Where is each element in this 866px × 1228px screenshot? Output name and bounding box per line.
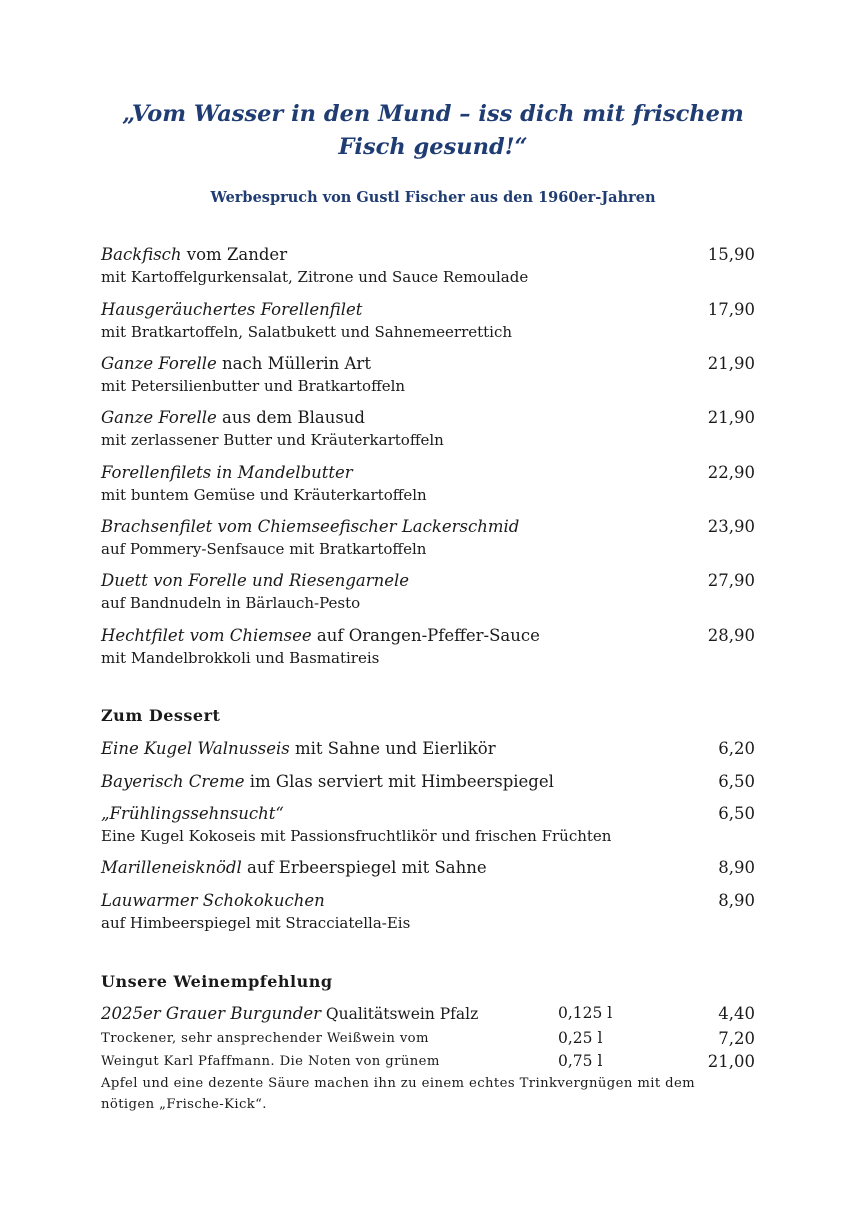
dish-price: 23,90: [707, 517, 755, 536]
dish-description: mit Petersilienbutter und Bratkartoffeln: [101, 377, 406, 395]
dessert-name: „Frühlingssehnsucht“: [101, 804, 284, 823]
dish-price: 15,90: [707, 245, 755, 264]
fish-item: [101, 461, 755, 507]
dessert-item: [101, 770, 755, 793]
dessert-name: Lauwarmer Schokokuchen: [101, 891, 325, 910]
dish-description: auf Pommery-Senfsauce mit Bratkartoffeln: [101, 540, 427, 558]
dessert-heading: Zum Dessert: [101, 706, 221, 725]
wine-description-tail: [101, 1073, 761, 1115]
wine-description-line: Apfel und eine dezente Säure machen ihn zu einem echtes Trinkvergnügen mit dem: [101, 1076, 696, 1091]
dessert-price: 6,50: [718, 804, 755, 823]
wine-description-line: nötigen „Frische-Kick“.: [101, 1097, 267, 1112]
dish-name: Backfisch: [101, 245, 182, 264]
dish-price: 22,90: [707, 463, 755, 482]
fish-item: [101, 515, 755, 561]
dessert-price: 6,20: [718, 739, 755, 758]
quote-title: [0, 98, 866, 164]
menu-header: [0, 98, 866, 208]
dish-name: Duett von Forelle und Riesengarnele: [101, 571, 410, 590]
dish-description: auf Bandnudeln in Bärlauch-Pesto: [101, 594, 361, 612]
quote-line-2: Fisch gesund!“: [338, 134, 528, 160]
wine-qty: 0,75 l: [558, 1052, 603, 1070]
dessert-item: [101, 856, 755, 879]
quote-line-1: „Vom Wasser in den Mund – iss dich mit frischem: [122, 101, 744, 127]
wine-qty: 0,25 l: [558, 1029, 603, 1047]
dish-name-rest: aus dem Blausud: [216, 408, 365, 427]
quote-attribution: Werbespruch von Gustl Fischer aus den 1960er-Jahren: [210, 189, 656, 206]
dish-description: mit buntem Gemüse und Kräuterkartoffeln: [101, 486, 427, 504]
dish-description: mit Kartoffelgurkensalat, Zitrone und Sauce Remoulade: [101, 268, 529, 286]
dish-name: Ganze Forelle: [101, 408, 217, 427]
wine-description-line: Weingut Karl Pfaffmann. Die Noten von grünem: [101, 1054, 440, 1069]
wine-row: [101, 1050, 755, 1073]
dish-description: mit Mandelbrokkoli und Basmatireis: [101, 649, 380, 667]
fish-item: [101, 406, 755, 452]
dish-price: 28,90: [707, 626, 755, 645]
wine-price: 21,00: [707, 1052, 755, 1071]
dessert-price: 8,90: [718, 858, 755, 877]
dish-description: mit zerlassener Butter und Kräuterkartoffeln: [101, 431, 444, 449]
dessert-description: auf Himbeerspiegel mit Stracciatella-Eis: [101, 914, 411, 932]
wine-qty: 0,125 l: [558, 1004, 613, 1022]
dish-price: 27,90: [707, 571, 755, 590]
dish-price: 17,90: [707, 300, 755, 319]
wine-price: 4,40: [718, 1004, 755, 1023]
dish-price: 21,90: [707, 354, 755, 373]
wine-description-line: Trockener, sehr ansprechender Weißwein vom: [101, 1031, 429, 1046]
wine-row: [101, 1027, 755, 1050]
dish-name: Hechtfilet vom Chiemsee: [101, 626, 312, 645]
fish-item: [101, 624, 755, 670]
dessert-item: [101, 889, 755, 935]
fish-item: [101, 243, 755, 289]
fish-item: [101, 569, 755, 615]
fish-item: [101, 298, 755, 344]
wine-name: 2025er Grauer Burgunder: [101, 1004, 321, 1023]
dessert-price: 8,90: [718, 891, 755, 910]
dish-price: 21,90: [707, 408, 755, 427]
dish-name: Ganze Forelle: [101, 354, 217, 373]
dessert-name: Eine Kugel Walnusseis: [101, 739, 290, 758]
dish-name-rest: auf Orangen-Pfeffer-Sauce: [311, 626, 540, 645]
dish-name: Hausgeräuchertes Forellenfilet: [101, 300, 363, 319]
dish-name: Forellenfilets in Mandelbutter: [101, 463, 353, 482]
dessert-item: [101, 802, 755, 848]
wine-row: [101, 1002, 755, 1025]
dessert-item: [101, 737, 755, 760]
fish-item: [101, 352, 755, 398]
dessert-name-rest: im Glas serviert mit Himbeerspiegel: [244, 772, 554, 791]
dish-name: Brachsenfilet vom Chiemseefischer Lackerschmid: [101, 517, 520, 536]
dish-name-rest: nach Müllerin Art: [216, 354, 371, 373]
wine-heading: Unsere Weinempfehlung: [101, 972, 333, 991]
dessert-price: 6,50: [718, 772, 755, 791]
dessert-name-rest: mit Sahne und Eierlikör: [289, 739, 496, 758]
wine-price: 7,20: [718, 1029, 755, 1048]
dish-name-rest: vom Zander: [181, 245, 288, 264]
dessert-name: Bayerisch Creme: [101, 772, 245, 791]
wine-name-rest: Qualitätswein Pfalz: [321, 1005, 479, 1023]
dish-description: mit Bratkartoffeln, Salatbukett und Sahnemeerrettich: [101, 323, 513, 341]
dessert-name-rest: auf Erbeerspiegel mit Sahne: [241, 858, 487, 877]
dessert-description: Eine Kugel Kokoseis mit Passionsfruchtlikör und frischen Früchten: [101, 827, 612, 845]
dessert-name: Marilleneisknödl: [101, 858, 242, 877]
